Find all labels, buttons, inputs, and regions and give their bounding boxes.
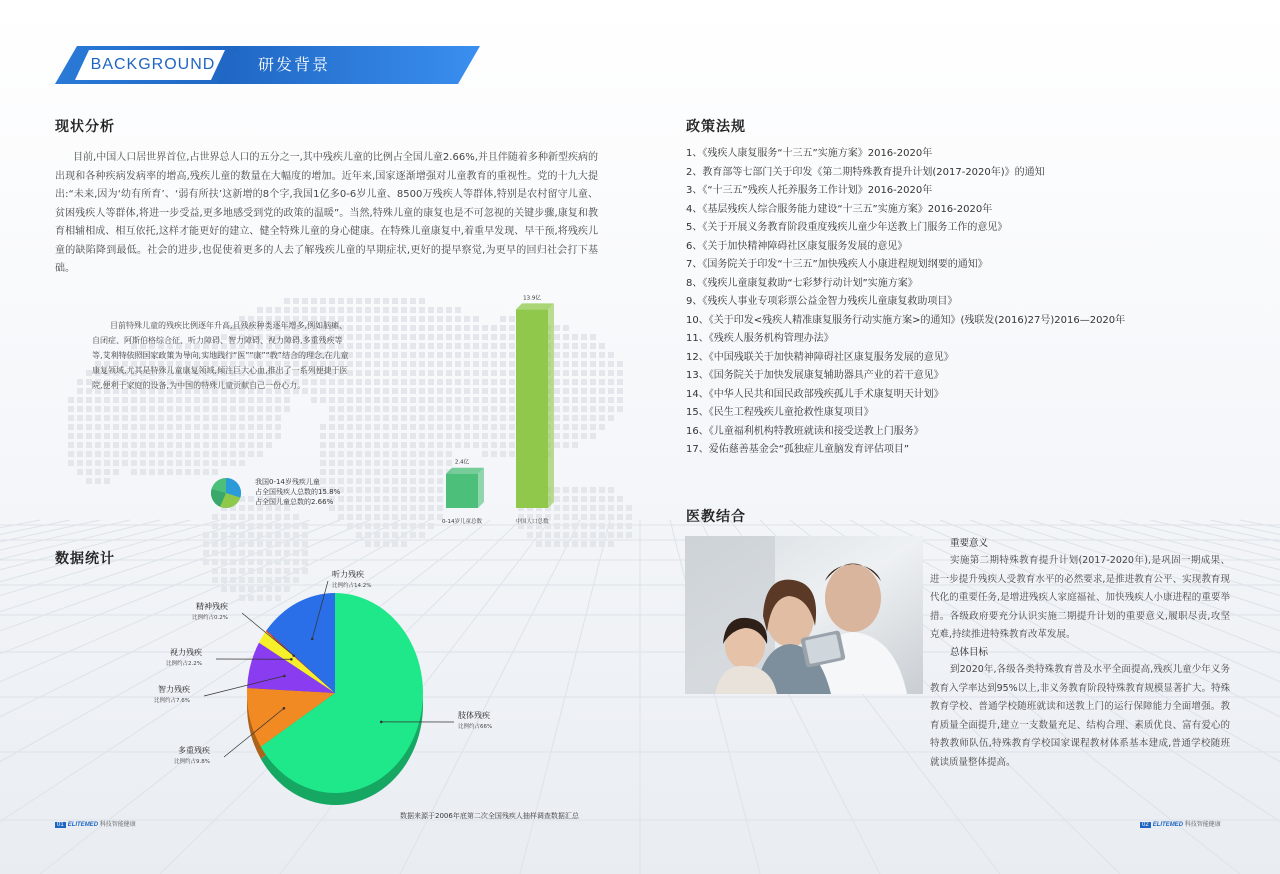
bar-value-label: 13.9亿 xyxy=(523,295,541,302)
policy-title: 政策法规 xyxy=(686,119,746,135)
policy-item: 17、爱佑慈善基金会“孤独症儿童脑发育评估项目” xyxy=(686,444,910,455)
med-edu-title: 医教结合 xyxy=(686,509,746,525)
policy-item: 5、《关于开展义务教育阶段重度残疾儿童少年送教上门服务工作的意见》 xyxy=(686,222,1008,233)
policy-item: 14、《中华人民共和国民政部残疾孤儿手术康复明天计划》 xyxy=(686,388,944,400)
pie-slice-label: 多重残疾 xyxy=(178,746,210,755)
page-number-left: 01 xyxy=(57,822,64,828)
mini-pie-legend xyxy=(255,477,340,507)
header-label-cn: 研发背景 xyxy=(258,55,331,74)
doctor-family-photo xyxy=(685,536,923,694)
pie-slice-sublabel: 比例约占7.6% xyxy=(154,698,190,704)
policy-item: 8、《残疾儿童康复救助“七彩梦行动计划”实施方案》 xyxy=(686,277,918,289)
bar-category-label: 0-14岁儿童总数 xyxy=(442,519,482,525)
brand-logo-left: ELITEMED xyxy=(67,822,99,828)
bar-side xyxy=(478,468,484,508)
disability-pie-chart xyxy=(120,565,520,805)
bar-top xyxy=(446,468,484,474)
policy-item: 6、《关于加快精神障碍社区康复服务发展的意见》 xyxy=(686,240,908,252)
pie-slice-sublabel: 比例约占66% xyxy=(458,724,493,730)
policy-item: 9、《残疾人事业专项彩票公益金智力残疾儿童康复救助项目》 xyxy=(686,296,958,307)
mini-pie-line-3: 占全国儿童总数的2.66% xyxy=(255,498,334,506)
page-number-right: 02 xyxy=(1142,822,1149,828)
policy-item: 1、《残疾人康复服务“十三五”实施方案》2016-2020年 xyxy=(686,148,933,159)
bar xyxy=(446,474,478,508)
pie-slice-sublabel: 比例约占9.8% xyxy=(174,759,210,765)
policy-item: 4、《基层残疾人综合服务能力建设“十三五”实施方案》2016-2020年 xyxy=(686,203,993,215)
mini-pie-line-2: 占全国残疾人总数的15.8% xyxy=(255,488,341,496)
pie-leader-dot xyxy=(283,675,286,678)
pie-leader-dot xyxy=(283,707,286,710)
bar-value-label: 2.4亿 xyxy=(454,459,470,466)
goal-paragraph: 到2020年,各级各类特殊教育普及水平全面提高,残疾儿童少年义务教育入学率达到95%以上,非义务教育阶段特殊教育规模显著扩大。特殊教育学校、普通学校随班就读和送教上门的运行保障能力全面增强。教育质量全面提升,建立一支数量充足、结构合理、素质优良、富有爱心的特教教师队伍,特殊教育学校国家课程教材体系基本建成,普通学校随班就读质量整体提高。 xyxy=(930,664,1230,768)
footer-right xyxy=(1140,819,1221,828)
pie-leader-dot xyxy=(380,721,383,724)
data-source-note: 数据来源于2006年底第二次全国残疾人抽样调查数据汇总 xyxy=(400,812,579,820)
footer-left xyxy=(55,819,136,828)
goal-title: 总体目标 xyxy=(950,647,989,658)
pie-slice-sublabel: 比例约占0.2% xyxy=(192,615,228,621)
population-bar-chart xyxy=(430,290,580,530)
policy-item: 2、教育部等七部门关于印发《第二期特殊教育提升计划(2017-2020年)》的通知 xyxy=(686,166,1045,178)
status-analysis-title: 现状分析 xyxy=(55,119,115,135)
brand-tagline-left: 科技智能健康 xyxy=(99,822,136,828)
policy-item: 15、《民生工程残疾儿童抢救性康复项目》 xyxy=(686,407,874,418)
policy-item: 7、《国务院关于印发“十三五”加快残疾人小康进程规划纲要的通知》 xyxy=(686,259,988,270)
status-analysis-paragraph: 目前,中国人口居世界首位,占世界总人口的五分之一,其中残疾儿童的比例占全国儿童2.66%,并且伴随着多种新型疾病的出现和各种疾病发病率的增高,残疾儿童的数量在大幅度的增加。近年来,国家逐渐增强对儿童教育的重视性。党的十九大提出:“未来,因为‘幼有所育’、‘弱有所扶’这新增的8个字,我国1亿多0-6岁儿童、8500万残疾人等群体,特别是农村留守儿童、贫困残疾人等群体,将进一步受益,更多地感受到党的政策的温暖”。当然,特殊儿童的康复也是不可忽视的关键步骤,康复和教育相辅相成、相互依托,这样才能更好的建立、健全特殊儿童的身心健康。在特殊儿童康复中,着重早发现、早干预,将残疾儿童的缺陷降到最低。社会的进步,也促使着更多的人去了解残疾儿童的早期症状,更好的提早察觉,为更早的回归社会打下基础。 xyxy=(55,152,598,274)
policy-item: 12、《中国残联关于加快精神障碍社区康复服务发展的意见》 xyxy=(686,351,954,363)
brand-tagline-right: 科技智能健康 xyxy=(1184,822,1221,828)
bar xyxy=(516,309,548,508)
map-paragraph: 目前特殊儿童的残疾比例逐年升高,且残疾种类逐年增多,例如脑瘫、自闭症、阿斯伯格综合征、听力障碍、智力障碍、视力障碍,多重残疾等等,艾利特依照国家政策为导向,实地践行“医”“康”“教”结合的理念,在儿童康复领域,尤其是特殊儿童康复领域,倾注巨大心血,推出了一系列便捷于医院,便利于家庭的设备,为中国的特殊儿童贡献自己一份心力。 xyxy=(92,321,349,390)
pie-slice-label: 智力残疾 xyxy=(158,685,190,694)
pie-slice-label: 视力残疾 xyxy=(170,648,202,657)
policy-item: 11、《残疾人服务机构管理办法》 xyxy=(686,333,834,344)
importance-title: 重要意义 xyxy=(950,538,989,549)
policy-item: 16、《儿童福利机构特教班就读和接受送教上门服务》 xyxy=(686,425,924,437)
policy-item: 3、《“十三五”残疾人托养服务工作计划》2016-2020年 xyxy=(686,185,933,196)
brand-logo-right: ELITEMED xyxy=(1152,822,1184,828)
pie-slice-label: 听力残疾 xyxy=(332,570,364,579)
policy-list xyxy=(686,145,1125,460)
bar-category-label: 中国人口总数 xyxy=(515,519,549,525)
pie-slice-label: 精神残疾 xyxy=(196,602,228,611)
mini-pie-chart xyxy=(208,475,244,511)
pie-slice-label: 肢体残疾 xyxy=(458,711,490,720)
policy-item: 13、《国务院关于加快发展康复辅助器具产业的若干意见》 xyxy=(686,370,944,381)
bar-side xyxy=(548,303,554,508)
pie-leader-dot xyxy=(290,658,293,661)
header-label-en: BACKGROUND xyxy=(90,56,216,73)
bar-top xyxy=(516,303,554,309)
policy-item: 10、《关于印发<残疾人精准康复服务行动实施方案>的通知》(残联发(2016)27号)2016—2020年 xyxy=(686,314,1126,326)
pie-slice-sublabel: 比例约占2.2% xyxy=(166,661,202,667)
importance-paragraph: 实施第二期特殊教育提升计划(2017-2020年),是巩固一期成果、进一步提升残疾人受教育水平的必然要求,是推进教育公平、实现教育现代化的重要任务,是增进残疾人家庭福祉、加快残疾人小康进程的重要举措。各级政府要充分认识实施二期提升计划的重要意义,履职尽责,攻坚克难,持续推进特殊教育改革发展。 xyxy=(930,555,1230,640)
pie-leader-dot xyxy=(311,638,314,641)
stats-title: 数据统计 xyxy=(55,551,115,567)
pie-slice-sublabel: 比例约占14.2% xyxy=(332,583,372,589)
mini-pie-line-1: 我国0-14岁残疾儿童 xyxy=(255,478,320,486)
pie-leader-dot xyxy=(292,654,295,657)
